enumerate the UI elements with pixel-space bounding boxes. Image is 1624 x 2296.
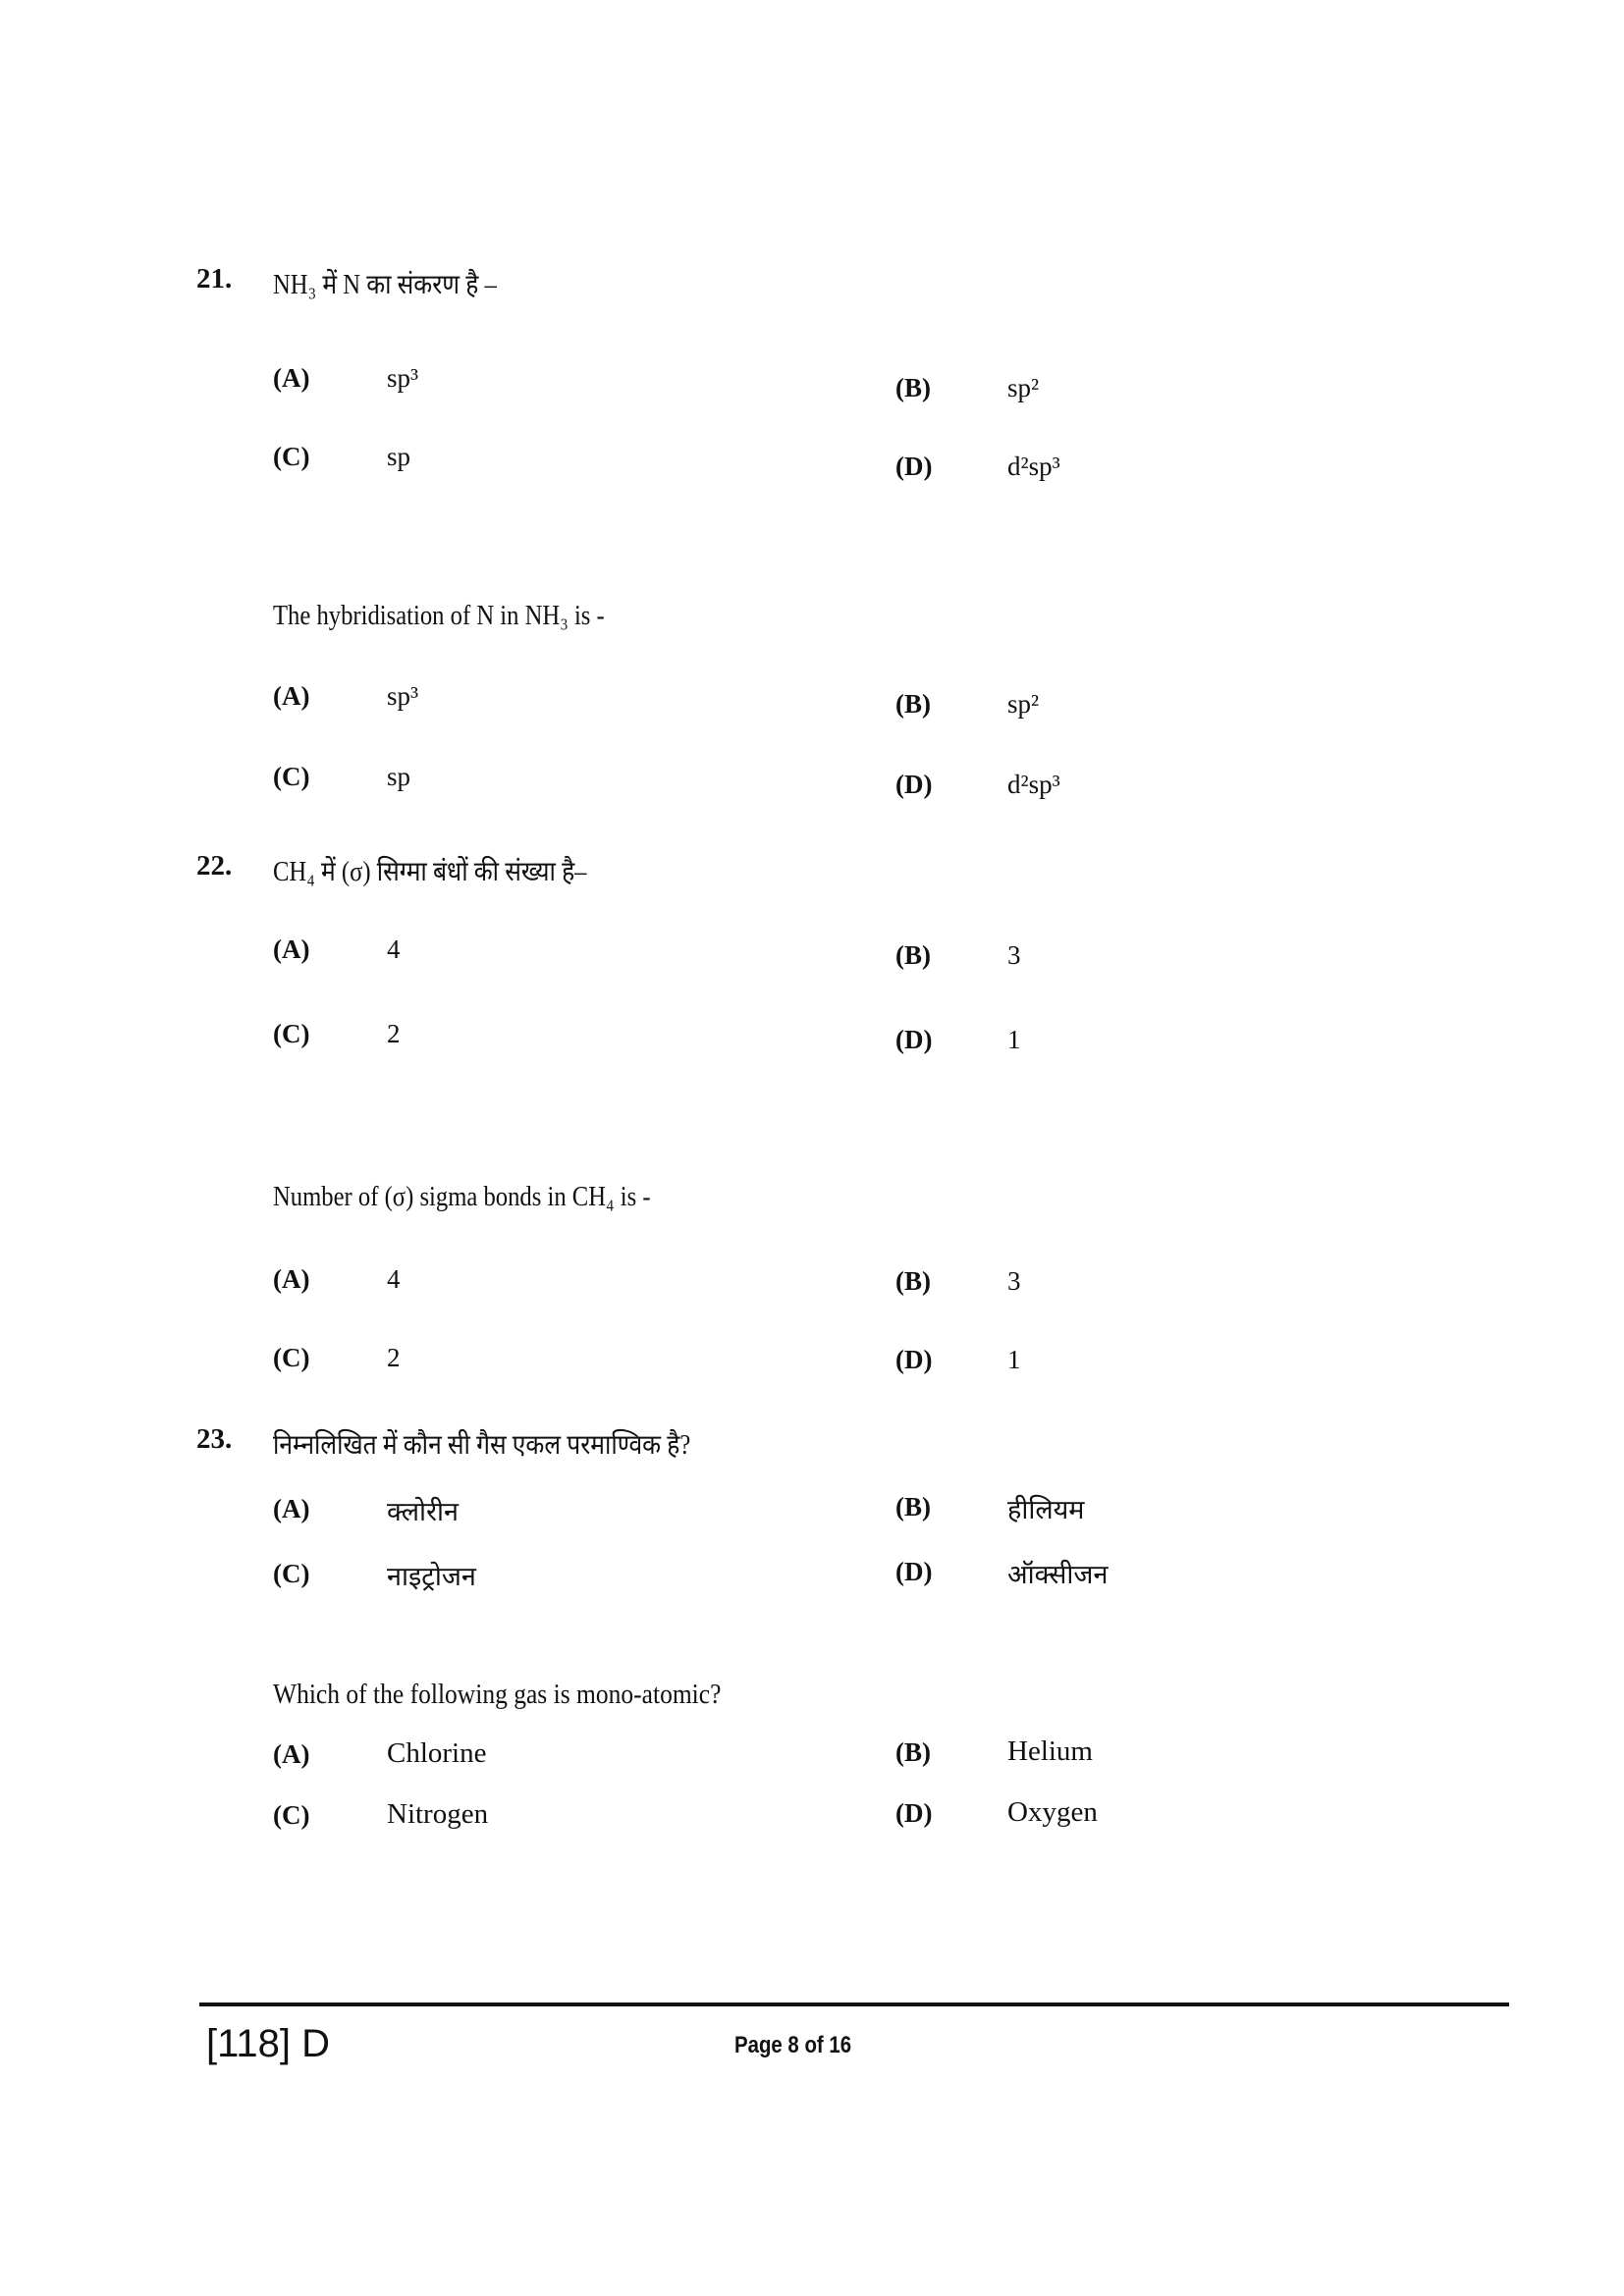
option-value: Chlorine bbox=[387, 1737, 487, 1769]
option-value: Helium bbox=[1007, 1735, 1093, 1767]
option-label: (C) bbox=[273, 762, 310, 791]
option-label: (D) bbox=[895, 1345, 933, 1374]
footer-divider bbox=[199, 2002, 1509, 2006]
option-label: (C) bbox=[273, 1343, 310, 1372]
option-value: ऑक्सीजन bbox=[1007, 1560, 1109, 1589]
option-value: 4 bbox=[387, 1264, 401, 1294]
question-number: 21. bbox=[196, 263, 233, 294]
option-label: (B) bbox=[895, 373, 931, 402]
option-value: sp bbox=[387, 442, 411, 471]
option-label: (A) bbox=[273, 363, 310, 393]
option-label: (A) bbox=[273, 681, 310, 711]
option-value: 1 bbox=[1007, 1025, 1021, 1054]
option-value: d²sp³ bbox=[1007, 452, 1060, 481]
option-label: (A) bbox=[273, 934, 310, 964]
option-value: 4 bbox=[387, 934, 401, 964]
option-label: (B) bbox=[895, 1737, 931, 1767]
question-text-hindi: CH₄ में (σ) सिग्मा बंधों की संख्या है– bbox=[273, 857, 587, 887]
option-value: क्लोरीन bbox=[387, 1497, 460, 1526]
option-label: (D) bbox=[895, 770, 933, 799]
option-value: हीलियम bbox=[1007, 1495, 1085, 1524]
option-value: 3 bbox=[1007, 940, 1021, 970]
option-label: (D) bbox=[895, 1798, 933, 1828]
option-label: (A) bbox=[273, 1739, 310, 1769]
option-label: (D) bbox=[895, 1557, 933, 1586]
question-number: 22. bbox=[196, 850, 233, 881]
option-value: sp³ bbox=[387, 363, 419, 393]
paper-code: [118] D bbox=[206, 2022, 330, 2065]
option-label: (B) bbox=[895, 1492, 931, 1522]
option-label: (D) bbox=[895, 1025, 933, 1054]
option-value: Oxygen bbox=[1007, 1796, 1098, 1828]
option-label: (C) bbox=[273, 1559, 310, 1588]
option-value: नाइट्रोजन bbox=[387, 1562, 476, 1591]
option-label: (B) bbox=[895, 940, 931, 970]
option-value: 2 bbox=[387, 1019, 401, 1048]
option-label: (A) bbox=[273, 1494, 310, 1523]
question-text-english: The hybridisation of N in NH₃ is - bbox=[273, 601, 605, 631]
option-value: Nitrogen bbox=[387, 1798, 489, 1830]
question-text-hindi: NH₃ में N का संकरण है – bbox=[273, 270, 497, 300]
option-value: 3 bbox=[1007, 1266, 1021, 1296]
question-number: 23. bbox=[196, 1423, 233, 1455]
option-value: d²sp³ bbox=[1007, 770, 1060, 799]
option-value: sp² bbox=[1007, 373, 1040, 402]
option-value: 1 bbox=[1007, 1345, 1021, 1374]
option-value: sp² bbox=[1007, 689, 1040, 719]
question-text-hindi: निम्नलिखित में कौन सी गैस एकल परमाण्विक है? bbox=[273, 1430, 691, 1461]
option-label: (C) bbox=[273, 442, 310, 471]
option-label: (A) bbox=[273, 1264, 310, 1294]
option-value: 2 bbox=[387, 1343, 401, 1372]
option-label: (D) bbox=[895, 452, 933, 481]
option-label: (B) bbox=[895, 1266, 931, 1296]
option-value: sp bbox=[387, 762, 411, 791]
question-text-english: Number of (σ) sigma bonds in CH₄ is - bbox=[273, 1182, 651, 1212]
option-value: sp³ bbox=[387, 681, 419, 711]
option-label: (B) bbox=[895, 689, 931, 719]
option-label: (C) bbox=[273, 1800, 310, 1830]
option-label: (C) bbox=[273, 1019, 310, 1048]
page-number: Page 8 of 16 bbox=[734, 2032, 852, 2058]
question-text-english: Which of the following gas is mono-atomic? bbox=[273, 1679, 722, 1710]
